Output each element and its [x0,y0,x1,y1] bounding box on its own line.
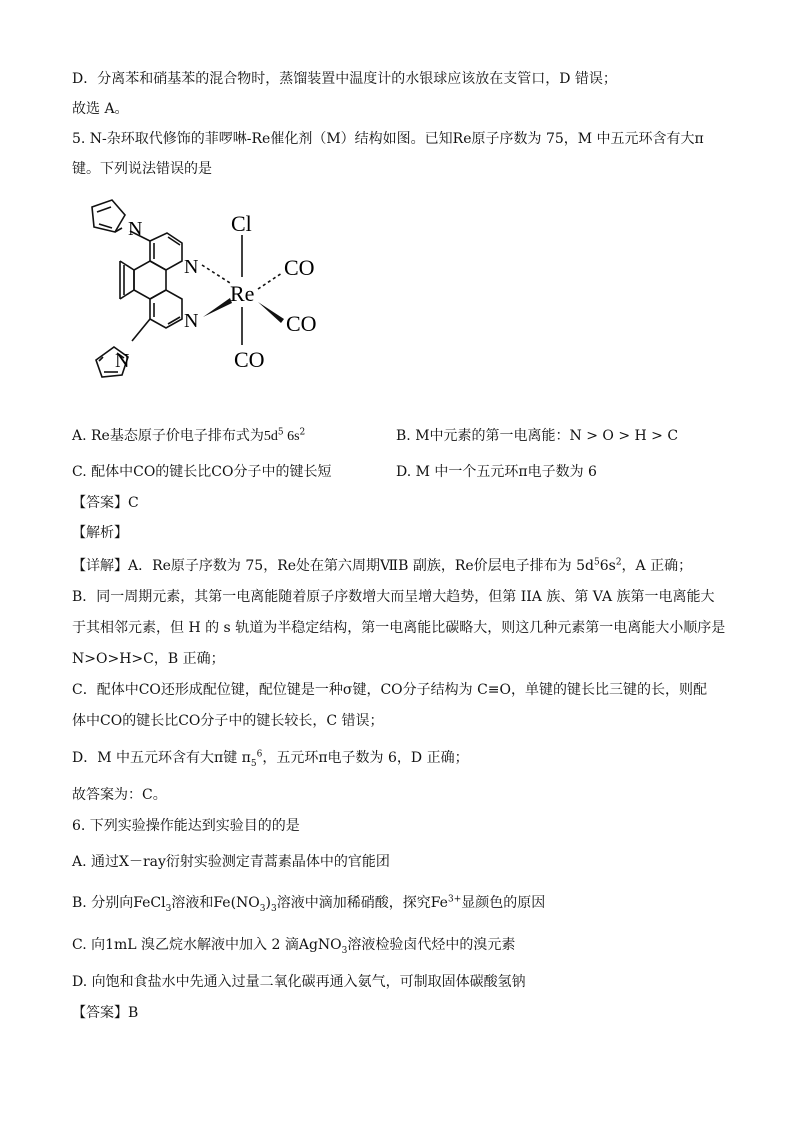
rhenium-label: Re [230,281,255,306]
q6-option-c: C. 向1mL 溴乙烷水解液中加入 2 滴AgNO$_3$溶液检验卤代烃中的溴元素 [72,937,516,956]
phen-n-bottom: N [184,310,199,332]
answer-5: 【答案】C [72,495,139,511]
phen-n-top: N [184,256,199,278]
option-d-prev: D．分离苯和硝基苯的混合物时，蒸馏装置中温度计的水银球应该放在支管口，D 错误； [72,71,617,87]
q6-option-a: A. 通过X－ray衍射实验测定青蒿素晶体中的官能团 [72,854,390,870]
q5-stem-2: 键。下列说法错误的是 [72,161,212,177]
explain-b-2: 于其相邻元素，但 H 的 s 轨道为半稳定结构，第一电离能比碳略大，则这几种元素第一电离能大小顺序是 [72,620,726,636]
q6-stem: 6. 下列实验操作能达到实验目的的是 [72,818,300,834]
chlorine-label: Cl [231,211,252,236]
co-label-1: CO [284,255,315,280]
co-label-3: CO [234,347,265,372]
explain-a: 【详解】A．Re原子序数为 75，Re处在第六周期ⅦB 副族，Re价层电子排布为 $5d^56s^2$，A 正确； [72,557,693,574]
answer-6: 【答案】B [72,1005,139,1021]
pyrrole-n-top: N [128,218,143,240]
q5-option-b: B. M中元素的第一电离能：N > O > H > C [396,428,679,444]
q6-option-d: D. 向饱和食盐水中先通入过量二氧化碳再通入氨气，可制取固体碳酸氢钠 [72,974,526,990]
pyrrole-n-bottom: N [115,350,130,372]
explain-c-2: 体中CO的键长比CO分子中的键长较长，C 错误； [72,713,384,729]
explain-c-1: C．配体中CO还形成配位键，配位键是一种σ键，CO分子结构为 C≡O，单键的键长比三键的长，则配 [72,682,708,698]
explain-b-3: N>O>H>C，B 正确； [72,651,225,667]
q5-option-c: C. 配体中CO的键长比CO分子中的键长短 [72,464,332,480]
q5-option-a: A. Re基态原子价电子排布式为$5d^5$ $6s^2$ [72,427,306,444]
analysis-tag: 【解析】 [72,525,128,541]
q5-stem-1: 5. N-杂环取代修饰的菲啰啉-Re催化剂（M）结构如图。已知Re原子序数为 75，M 中五元环含有大π [72,131,704,147]
final-answer: 故答案为：C。 [72,787,167,803]
q5-option-d: D. M 中一个五元环π电子数为 6 [396,464,597,480]
explain-b-1: B．同一周期元素，其第一电离能随着原子序数增大而呈增大趋势，但第 IIA 族、第 VA 族第一电离能大 [72,589,715,605]
co-label-2: CO [286,311,317,336]
choose-a: 故选 A。 [72,101,129,117]
re-complex-structure [70,195,340,405]
q6-option-b: B. 分别向FeCl$_3$溶液和$Fe(NO_3)_3$溶液中滴加稀硝酸，探究$Fe^{3+}$显颜色的原因 [72,894,546,914]
explain-d: D．M 中五元环含有大π键 $\pi_5^6$，五元环π电子数为 6，D 正确； [72,749,469,769]
